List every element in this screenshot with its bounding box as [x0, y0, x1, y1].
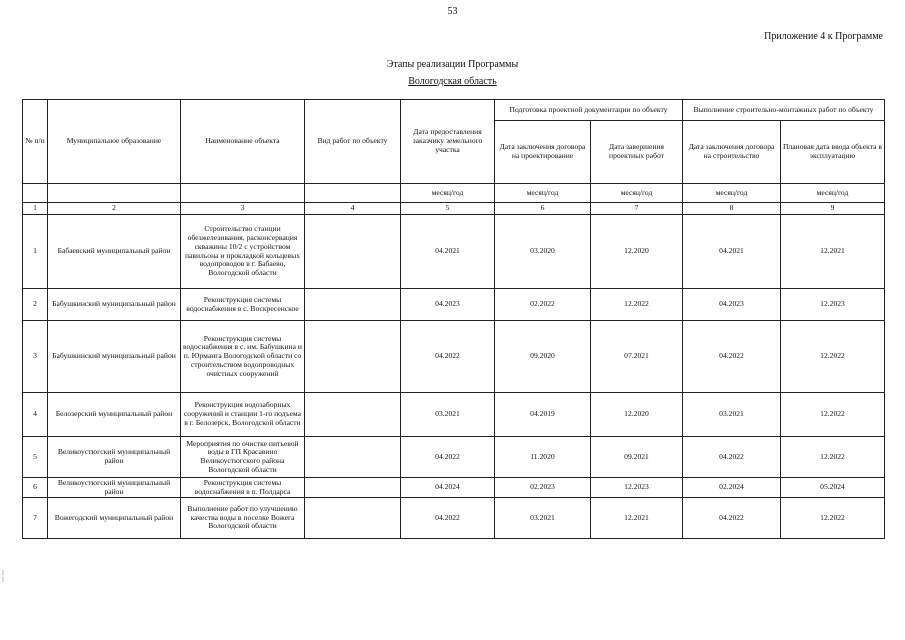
column-number: 6: [495, 203, 591, 215]
cell-municipality: Вожегодский муниципальный район: [48, 498, 181, 539]
unit-cell: месяц/год: [401, 184, 495, 203]
header-object: Наименование объекта: [181, 100, 305, 184]
cell-object: Мероприятия по очистке питьевой воды в ГП Красавино Великоустюгского района Вологодской области: [181, 437, 305, 478]
cell-design-contract: 09.2020: [495, 321, 591, 393]
cell-land-date: 04.2021: [401, 215, 495, 289]
table-row: [23, 498, 885, 539]
scan-margin-mark: ⁞ ⁞: [2, 569, 4, 584]
cell-work-type: [305, 498, 401, 539]
header-build-contract: Дата заключения договора на строительство: [683, 121, 781, 184]
cell-work-type: [305, 289, 401, 321]
cell-commission: 12.2022: [781, 393, 885, 437]
cell-work-type: [305, 215, 401, 289]
cell-object: Реконструкция системы водоснабжения в с. им. Бабушкина и п. Юрманга Вологодской области со строительством водопроводных очистных сооружений: [181, 321, 305, 393]
cell-design-done: 07.2021: [591, 321, 683, 393]
cell-work-type: [305, 393, 401, 437]
column-number: 9: [781, 203, 885, 215]
stages-table: [22, 99, 885, 539]
table-row: [23, 393, 885, 437]
cell-commission: 05.2024: [781, 478, 885, 498]
cell-build-contract: 04.2022: [683, 437, 781, 478]
cell-design-done: 12.2020: [591, 215, 683, 289]
cell-num: 2: [23, 289, 48, 321]
cell-build-contract: 03.2021: [683, 393, 781, 437]
cell-work-type: [305, 321, 401, 393]
document-title: Этапы реализации Программы: [386, 59, 519, 70]
cell-land-date: 04.2024: [401, 478, 495, 498]
column-number: 8: [683, 203, 781, 215]
cell-num: 4: [23, 393, 48, 437]
cell-work-type: [305, 478, 401, 498]
column-number: 7: [591, 203, 683, 215]
cell-num: 7: [23, 498, 48, 539]
cell-design-contract: 03.2021: [495, 498, 591, 539]
cell-object: Строительство станции обезжелезивания, расконсервация скважины 10/2 с устройством павильона и прокладкой кольцевых водопроводов в г. Бабаево, Вологодской области: [181, 215, 305, 289]
header-design-contract: Дата заключения договора на проектирование: [495, 121, 591, 184]
unit-cell: месяц/год: [591, 184, 683, 203]
region-name: Вологодская область: [408, 76, 497, 87]
cell-commission: 12.2022: [781, 437, 885, 478]
table-row: [23, 289, 885, 321]
cell-land-date: 04.2023: [401, 289, 495, 321]
cell-object: Выполнение работ по улучшению качества воды в поселке Вожега Вологодской области: [181, 498, 305, 539]
unit-cell: [23, 184, 48, 203]
cell-design-contract: 02.2023: [495, 478, 591, 498]
cell-design-contract: 11.2020: [495, 437, 591, 478]
cell-commission: 12.2022: [781, 498, 885, 539]
cell-design-contract: 04.2019: [495, 393, 591, 437]
cell-commission: 12.2023: [781, 289, 885, 321]
cell-land-date: 04.2022: [401, 437, 495, 478]
column-number: 4: [305, 203, 401, 215]
header-build-group: Выполнение строительно-монтажных работ по объекту: [683, 100, 885, 121]
cell-build-contract: 04.2023: [683, 289, 781, 321]
header-design-done: Дата завершения проектных работ: [591, 121, 683, 184]
table-row: [23, 478, 885, 498]
cell-num: 3: [23, 321, 48, 393]
unit-cell: месяц/год: [683, 184, 781, 203]
unit-cell: [305, 184, 401, 203]
cell-num: 5: [23, 437, 48, 478]
appendix-label: Приложение 4 к Программе: [764, 31, 883, 42]
cell-municipality: Бабушкинский муниципальный район: [48, 321, 181, 393]
cell-build-contract: 04.2022: [683, 498, 781, 539]
unit-cell: [181, 184, 305, 203]
cell-design-done: 09.2021: [591, 437, 683, 478]
cell-num: 6: [23, 478, 48, 498]
cell-design-done: 12.2020: [591, 393, 683, 437]
table-row: [23, 215, 885, 289]
header-num: № п/п: [23, 100, 48, 184]
cell-design-contract: 03.2020: [495, 215, 591, 289]
header-commission: Плановая дата ввода объекта в эксплуатацию: [781, 121, 885, 184]
cell-commission: 12.2021: [781, 215, 885, 289]
cell-build-contract: 04.2022: [683, 321, 781, 393]
cell-num: 1: [23, 215, 48, 289]
cell-object: Реконструкция водозаборных сооружений и станции 1-го подъема в г. Белозерск, Вологодской области: [181, 393, 305, 437]
unit-cell: [48, 184, 181, 203]
cell-municipality: Белозерский муниципальный район: [48, 393, 181, 437]
header-row-units: [23, 184, 885, 203]
unit-cell: месяц/год: [495, 184, 591, 203]
cell-build-contract: 02.2024: [683, 478, 781, 498]
header-row-groups: [23, 100, 885, 121]
page-number: 53: [447, 6, 458, 17]
cell-design-done: 12.2023: [591, 478, 683, 498]
header-design-group: Подготовка проектной документации по объекту: [495, 100, 683, 121]
cell-municipality: Великоустюгский муниципальный район: [48, 478, 181, 498]
header-work-type: Вид работ по объекту: [305, 100, 401, 184]
header-land-date: Дата предоставления заказчику земельного участка: [401, 100, 495, 184]
column-number: 2: [48, 203, 181, 215]
cell-land-date: 03.2021: [401, 393, 495, 437]
cell-design-done: 12.2022: [591, 289, 683, 321]
header-row-column-numbers: [23, 203, 885, 215]
cell-work-type: [305, 437, 401, 478]
column-number: 1: [23, 203, 48, 215]
cell-object: Реконструкция системы водоснабжения в п. Полдарса: [181, 478, 305, 498]
column-number: 5: [401, 203, 495, 215]
table-row: [23, 437, 885, 478]
column-number: 3: [181, 203, 305, 215]
cell-land-date: 04.2022: [401, 498, 495, 539]
cell-municipality: Бабаевский муниципальный район: [48, 215, 181, 289]
cell-design-done: 12.2021: [591, 498, 683, 539]
cell-object: Реконструкция системы водоснабжения в с. Воскресенское: [181, 289, 305, 321]
header-municipality: Муниципальное образование: [48, 100, 181, 184]
cell-commission: 12.2022: [781, 321, 885, 393]
cell-municipality: Великоустюгский муниципальный район: [48, 437, 181, 478]
table-row: [23, 321, 885, 393]
unit-cell: месяц/год: [781, 184, 885, 203]
cell-land-date: 04.2022: [401, 321, 495, 393]
cell-design-contract: 02.2022: [495, 289, 591, 321]
cell-municipality: Бабушкинский муниципальный район: [48, 289, 181, 321]
cell-build-contract: 04.2021: [683, 215, 781, 289]
